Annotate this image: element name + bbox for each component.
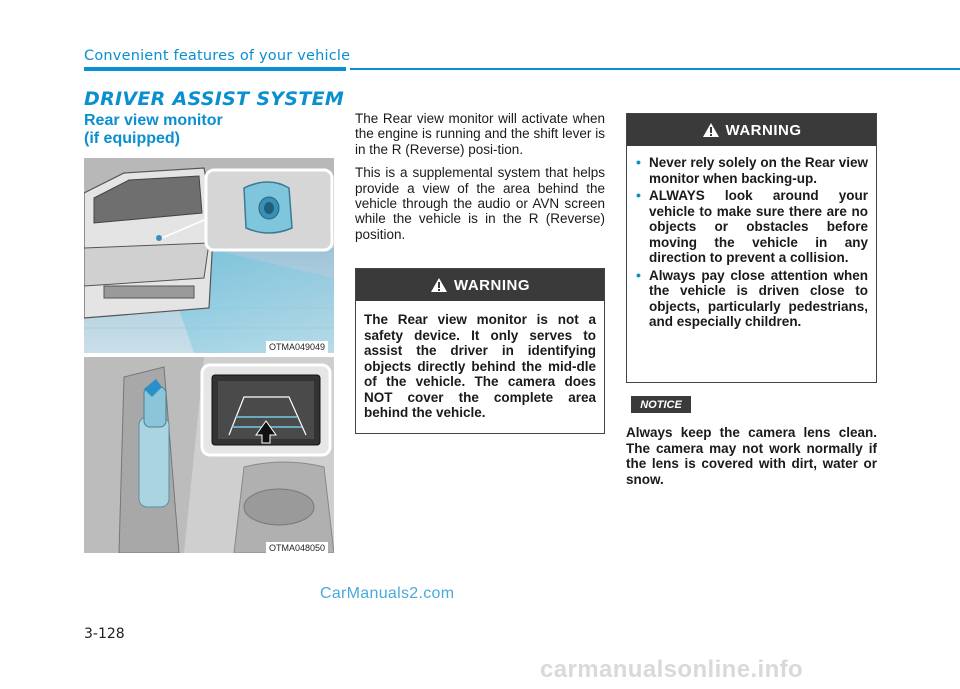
warning-title-2: WARNING xyxy=(725,121,802,139)
header-rule-thick xyxy=(84,67,346,71)
warning-title-1: WARNING xyxy=(454,276,530,294)
shift-lever-display-illustration xyxy=(84,357,334,553)
warning-list-item: • ALWAYS look around your vehicle to make sure there are no objects or obstacles before moving the vehicle in any direction to prevent a collision. xyxy=(635,188,868,266)
subheading: Rear view monitor (if equipped) xyxy=(84,112,223,147)
header-rule-thin xyxy=(350,68,960,70)
car-rear-camera-illustration xyxy=(84,158,334,353)
warning-header-1 xyxy=(356,269,604,301)
body-paragraph-1: The Rear view monitor will activate when the engine is running and the shift lever is in the R (Reverse) posi-tion. xyxy=(355,111,605,157)
body-column xyxy=(355,111,605,250)
footer-watermark: carmanualsonline.info xyxy=(540,656,804,683)
warning-header-2 xyxy=(627,114,876,146)
warning-box-1 xyxy=(355,268,605,434)
warning-triangle-icon xyxy=(430,277,448,293)
shift-lever-icon xyxy=(84,357,334,553)
warning-list-item: • Always pay close attention when the vehicle is driven close to objects, particularly pedestrians, and especially children. xyxy=(635,268,868,330)
warning-body-2 xyxy=(627,146,876,330)
chapter-header: Convenient features of your vehicle xyxy=(84,48,351,64)
warning-box-2 xyxy=(626,113,877,383)
notice-badge: NOTICE xyxy=(631,396,691,413)
warning-list-item: • Never rely solely on the Rear view monitor when backing-up. xyxy=(635,155,868,186)
page-number: 3-128 xyxy=(84,626,125,642)
section-title: DRIVER ASSIST SYSTEM xyxy=(84,88,345,110)
warning-list xyxy=(635,155,868,330)
notice-text: Always keep the camera lens clean. The camera may not work normally if the lens is covered with dirt, water or snow. xyxy=(626,425,877,487)
car-rear-icon xyxy=(84,158,334,353)
warning-text-1: The Rear view monitor is not a safety device. It only serves to assist the driver in identifying objects directly behind the mid-dle of the vehicle. The camera does NOT cover the complete area behind the vehicle. xyxy=(364,312,596,420)
warning-triangle-icon xyxy=(702,122,720,138)
figure-code-2: OTMA048050 xyxy=(266,542,328,554)
body-paragraph-2: This is a supplemental system that helps provide a view of the area behind the vehicle through the audio or AVN screen while the vehicle is in the R (Reverse) position. xyxy=(355,165,605,242)
figure-code-1: OTMA049049 xyxy=(266,341,328,353)
site-watermark-link[interactable]: CarManuals2.com xyxy=(320,585,455,602)
